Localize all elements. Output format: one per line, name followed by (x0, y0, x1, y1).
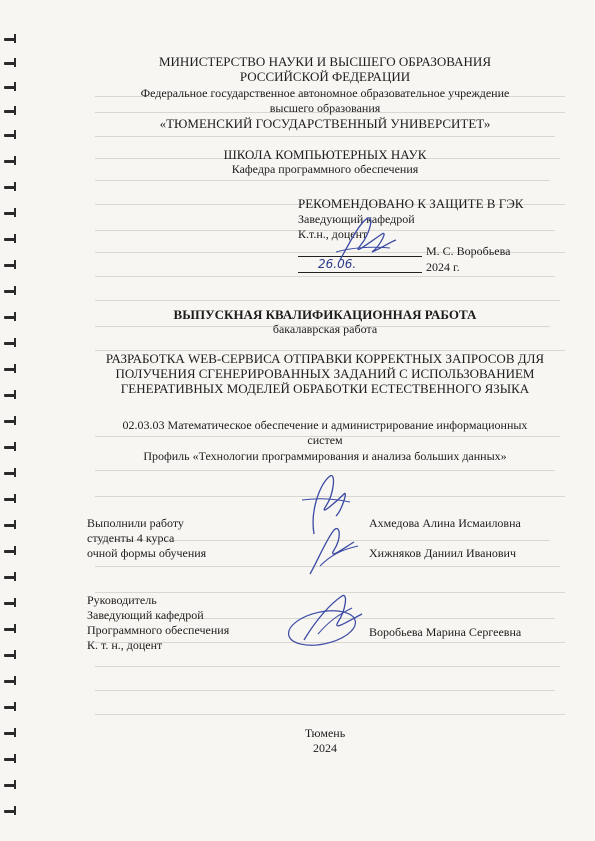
approval-position: Заведующий кафедрой (298, 212, 415, 226)
university-name: «ТЮМЕНСКИЙ ГОСУДАРСТВЕННЫЙ УНИВЕРСИТЕТ» (159, 116, 491, 131)
approval-name: М. С. Воробьева (426, 244, 511, 258)
approval-signature-icon (330, 212, 400, 270)
institution-line-2: высшего образования (269, 101, 381, 115)
binding-edge (0, 0, 22, 841)
supervisor-label-2: Заведующий кафедрой (87, 608, 204, 622)
school-name: ШКОЛА КОМПЬЮТЕРНЫХ НАУК (223, 147, 427, 162)
approval-degree: К.т.н., доцент (298, 227, 368, 241)
profile: Профиль «Технологии программирования и анализа больших данных» (143, 449, 507, 463)
work-type: ВЫПУСКНАЯ КВАЛИФИКАЦИОННАЯ РАБОТА (173, 307, 477, 322)
approval-date-handwritten: 26.06. (318, 257, 357, 271)
date-line (298, 272, 422, 273)
footer-year: 2024 (313, 741, 337, 755)
student-2-signature-icon (300, 520, 364, 580)
student-1-name: Ахмедова Алина Исмаиловна (369, 516, 521, 530)
specialty-line-2: систем (307, 433, 343, 447)
supervisor-label-3: Программного обеспечения (87, 623, 230, 637)
ministry-line-2: РОССИЙСКОЙ ФЕДЕРАЦИИ (239, 69, 411, 84)
department-name: Кафедра программного обеспечения (231, 162, 419, 176)
authors-label-2: студенты 4 курса (87, 531, 175, 545)
ministry-line-1: МИНИСТЕРСТВО НАУКИ И ВЫСШЕГО ОБРАЗОВАНИЯ (158, 54, 491, 69)
supervisor-label-4: К. т. н., доцент (87, 638, 163, 652)
authors-label-1: Выполнили работу (87, 516, 184, 530)
supervisor-name: Воробьева Марина Сергеевна (369, 625, 522, 639)
work-title-line-1: РАЗРАБОТКА WEB-СЕРВИСА ОТПРАВКИ КОРРЕКТНЫХ ЗАПРОСОВ ДЛЯ (105, 351, 545, 366)
student-2-name: Хижняков Даниил Иванович (369, 546, 517, 560)
approval-title: РЕКОМЕНДОВАНО К ЗАЩИТЕ В ГЭК (298, 196, 524, 211)
specialty-line-1: 02.03.03 Математическое обеспечение и администрирование информационных (122, 418, 528, 432)
work-title-line-3: ГЕНЕРАТИВНЫХ МОДЕЛЕЙ ОБРАБОТКИ ЕСТЕСТВЕННОГО ЯЗЫКА (120, 381, 530, 396)
institution-line-1: Федеральное государственное автономное образовательное учреждение (140, 86, 510, 100)
supervisor-label-1: Руководитель (87, 593, 157, 607)
work-title-line-2: ПОЛУЧЕНИЯ СГЕНЕРИРОВАННЫХ ЗАДАНИЙ С ИСПОЛЬЗОВАНИЕМ (115, 366, 535, 381)
footer-city: Тюмень (304, 726, 346, 740)
approval-year: 2024 г. (426, 260, 460, 274)
work-subtype: бакалаврская работа (272, 322, 378, 336)
authors-label-3: очной формы обучения (87, 546, 207, 560)
supervisor-signature-icon (282, 590, 372, 654)
